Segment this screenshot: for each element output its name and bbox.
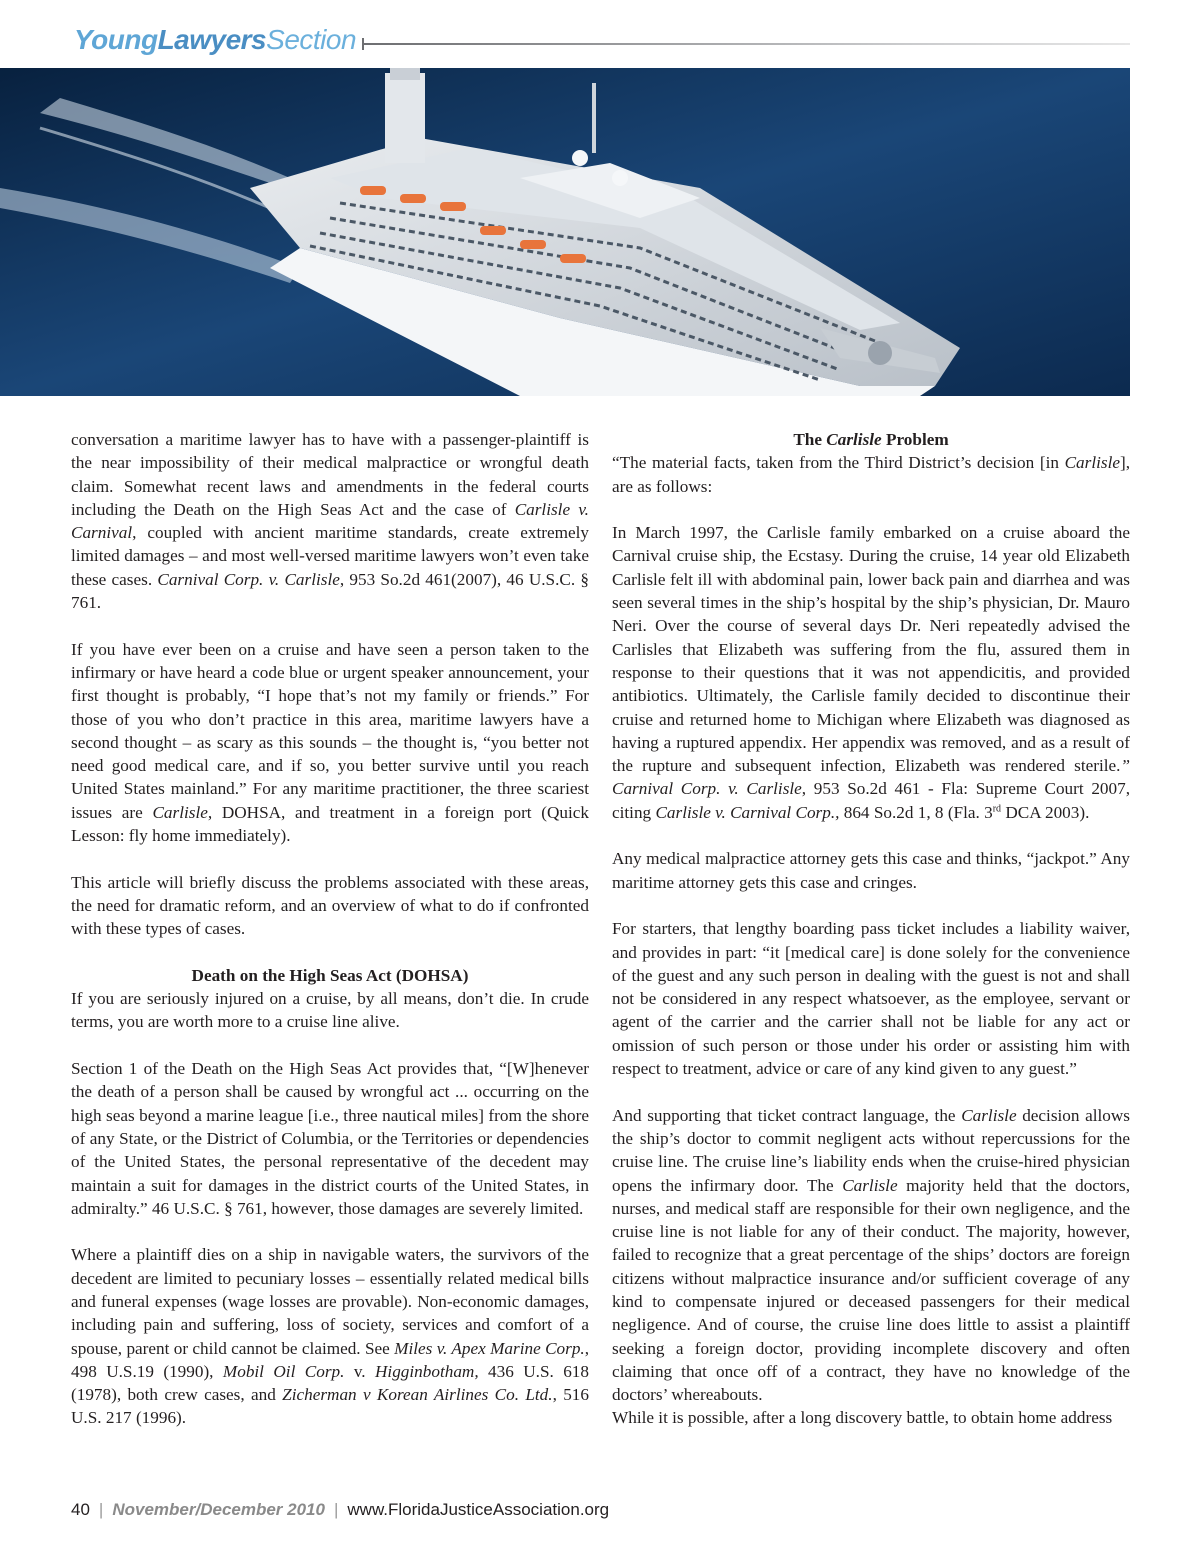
body-text: This article will briefly discuss the problems associated with these areas, the need for dramatic reform, and an overview of what to do if confronted with these types of cases. (71, 872, 589, 939)
body-text: If you are seriously injured on a cruise, by all means, don’t die. In crude terms, you are worth more to a cruise line alive. (71, 989, 589, 1032)
paragraph (612, 1406, 1130, 1429)
italic-text: Carnival Corp. v. Carlisle (157, 569, 340, 589)
body-text: v. (344, 1361, 376, 1381)
cruise-ship-illustration (0, 68, 1130, 396)
section-title-lawyers: Lawyers (157, 24, 267, 55)
superscript-text: rd (992, 803, 1002, 815)
paragraph (71, 1057, 589, 1220)
cruise-ship-photo (0, 68, 1130, 396)
subheading-text: The (793, 430, 827, 449)
body-text: , coupled with ancient maritime standards, create extremely limited damages – and most well-versed maritime lawyers won’t even take these cases. (71, 523, 589, 589)
section-title-section: Section (266, 24, 357, 55)
page-number: 40 (71, 1500, 90, 1519)
footer-separator: | (333, 1500, 339, 1519)
body-text: majority held that the doctors, nurses, and medical staff are responsible for their own negligence, and the cruise line is not liable for any of their conduct. The majority, however, failed to recognize that a great percentage of the ships’ doctors are foreign citizens without malpractice insurance and/or sufficient coverage of any kind to compensate injured or deceased passengers for their medical negligence. And of course, the cruise line does little to assist a plaintiff seeking a foreign doctor, providing incomplete discovery and often claiming that once off of a contract, they have no knowledge of the doctors’ whereabouts. (612, 1175, 1130, 1405)
body-text: Section 1 of the Death on the High Seas Act provides that, “[W]henever the death of a person shall be caused by wrongful act ... occurring on the high seas beyond a marine league [i.e., three nautical miles] from the shore of any State, or the District of Columbia, or the Territories or dependencies of the United States, the personal representative of the decedent may maintain a suit for damages in the district courts of the United States, in admiralty.” 46 U.S.C. § 761, however, those damages are severely limited. (71, 1059, 589, 1218)
body-text: , 953 So.2d 461(2007), 46 U.S.C. § 761. (71, 569, 589, 613)
issue-date: November/December 2010 (112, 1500, 325, 1519)
body-text: conversation a maritime lawyer has to have with a passenger-plaintiff is the near impossibility of their medical malpractice or wrongful death claim. Somewhat recent laws and amendments in the federal courts including the Death on the High Seas Act and the case of (71, 430, 589, 519)
body-text: While it is possible, after a long discovery battle, to obtain home address (612, 1408, 1113, 1428)
body-text: Where a plaintiff dies on a ship in navigable waters, the survivors of the decedent are limited to pecuniary losses – essentially related medical bills and funeral expenses (wage losses are provable). Non-economic damages, including pain and suffering, loss of society, services and comfort of a spouse, parent or child cannot be claimed. See (71, 1245, 589, 1358)
page-footer (71, 1500, 609, 1520)
right-column (612, 428, 1130, 1430)
italic-text: Carlisle v. Carnival (71, 499, 589, 543)
body-text: If you have ever been on a cruise and have seen a person taken to the infirmary or have heard a code blue or urgent speaker announcement, your first thought is probably, “I hope that’s not my family or friends.” For those of you who don’t practice in this area, maritime lawyers have a second thought – as scary as this sounds – the thought is, “you better not need good medical care, and if so, you better survive until you reach United States mainland.” For any maritime practitioner, the three scariest issues are (71, 639, 589, 822)
italic-text: ” Carnival Corp. v. Carlisle (612, 756, 1130, 799)
subheading-carlisle-problem (612, 428, 1130, 451)
body-text: For starters, that lengthy boarding pass ticket includes a liability waiver, and provides in part: “it [medical care] is done solely for the convenience of the guest and any such person in dealing with the guest is not and shall not be considered in any respect whatsoever, as the employee, servant or agent of the carrier and the carrier shall not be liable for any act or omission of such person or those under his order or assisting him with respect to treatment, advice or care of any kind given to any guest.” (612, 919, 1130, 1079)
paragraph (612, 917, 1130, 1080)
italic-text: Carlisle (1064, 453, 1120, 473)
italic-text: Higginbotham, (375, 1361, 479, 1381)
left-column (71, 428, 589, 1430)
paragraph (71, 638, 589, 848)
italic-text: Carlisle (152, 802, 208, 822)
paragraph (71, 1243, 589, 1429)
italic-text: Carlisle (961, 1105, 1017, 1125)
subheading-italic: Carlisle (826, 430, 882, 449)
subheading-dohsa: Death on the High Seas Act (DOHSA) (191, 965, 469, 985)
body-text: 436 U.S. 618 (1978), both crew cases, and (71, 1361, 589, 1405)
footer-separator: | (98, 1500, 104, 1519)
body-text: Any medical malpractice attorney gets this case and thinks, “jackpot.” Any maritime attorney gets this case and cringes. (612, 849, 1130, 892)
italic-text: Carlisle (842, 1175, 898, 1195)
paragraph (71, 987, 589, 1034)
body-text: In March 1997, the Carlisle family embarked on a cruise aboard the Carnival cruise ship, the Ecstasy. During the cruise, 14 year old Elizabeth Carlisle felt ill with abdominal pain, lower back pain and diarrhea and was seen several times in the ship’s hospital by the ship’s physician, Dr. Mauro Neri. Over the course of several days Dr. Neri repeatedly advised the Carlisles that Elizabeth was suffering from the flu, assured them in response to their questions that it was not appendicitis, and provided antibiotics. Ultimately, the Carlisle family decided to discontinue their cruise and returned home to Michigan where Elizabeth was diagnosed as having a ruptured appendix. Her appendix was removed, and as a result of the rupture and subsequent infection, Elizabeth was rendered sterile. (612, 523, 1130, 776)
running-header (74, 20, 1130, 64)
body-text: And supporting that ticket contract language, the (612, 1105, 962, 1125)
body-text: , 498 U.S.19 (1990), (71, 1338, 590, 1381)
paragraph (71, 428, 589, 614)
paragraph (612, 847, 1130, 894)
italic-text: Mobil Oil Corp. (222, 1361, 345, 1381)
subheading-text: Problem (881, 430, 949, 449)
body-text: ], are as follows: (612, 453, 1130, 496)
body-text: , 516 U.S. 217 (1996). (71, 1385, 589, 1428)
body-text: , DOHSA, and treatment in a foreign port (Quick Lesson: fly home immediately). (71, 802, 590, 846)
paragraph (612, 1104, 1130, 1407)
website-link[interactable]: www.FloridaJusticeAssociation.org (347, 1500, 610, 1519)
body-text: “The material facts, taken from the Third District’s decision [in (612, 453, 1065, 473)
paragraph (612, 521, 1130, 824)
header-rule (362, 43, 1130, 45)
section-title (74, 24, 356, 56)
section-title-young: Young (74, 24, 158, 55)
body-text: DCA 2003). (1001, 802, 1090, 822)
body-text: , 953 So.2d 461 - Fla: Supreme Court 2007, citing (612, 779, 1130, 822)
body-text: decision allows the ship’s doctor to commit negligent acts without repercussions for the cruise line. The cruise line’s liability ends when the cruise-hired physician opens the infirmary door. The (612, 1105, 1130, 1195)
paragraph (71, 871, 589, 941)
italic-text: Carlisle v. Carnival Corp., (655, 802, 840, 822)
body-text: 864 So.2d 1, 8 (Fla. 3 (839, 802, 993, 822)
italic-text: Zicherman v Korean Airlines Co. Ltd. (282, 1385, 553, 1405)
italic-text: Miles v. Apex Marine Corp. (394, 1338, 585, 1358)
paragraph (612, 451, 1130, 498)
